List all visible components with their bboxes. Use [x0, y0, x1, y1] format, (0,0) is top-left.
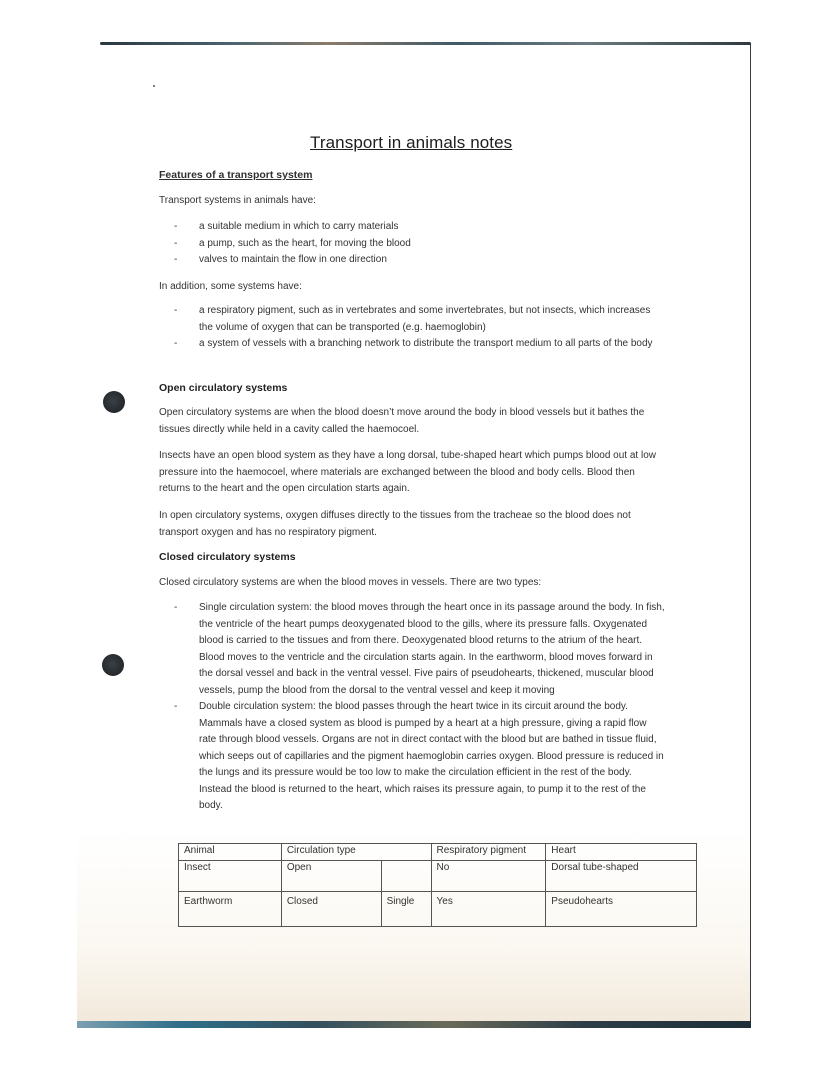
table-header-cell: Animal [179, 844, 282, 861]
table-header-cell: Heart [546, 844, 697, 861]
punch-hole-top [103, 391, 125, 413]
paper-bottom-edge [77, 1021, 751, 1028]
list-item: - Double circulation system: the blood passes through the heart twice in its circuit around the body. Mammals have a closed system as blood is pumped by a heart at a high pressure, giving a rapid flow rate through blood vessels. Organs are not in direct contact with the blood but are bathed in tissue fluid, which seeps out of capillaries and the pigment haemoglobin carries oxygen. Blood pressure is reduced in the lungs and its pressure would be too low to make the circulation efficient in the rest of the body. Instead the blood is returned to the heart, which raises its pressure again, to pump it to the rest of the body. [174, 701, 664, 811]
table-cell: Yes [431, 892, 546, 927]
open-paragraph-1: Open circulatory systems are when the blood doesn’t move around the body in blood vessels but it bathes the tissues directly while held in a cavity called the haemocoel. [159, 407, 645, 435]
table-cell: Closed [281, 892, 381, 927]
features-intro: Transport systems in animals have: [159, 195, 316, 206]
table-cell: Open [281, 861, 381, 892]
list-item: - a respiratory pigment, such as in vertebrates and some invertebrates, but not insects, which increases the volume of oxygen that can be transported (e.g. haemoglobin) [174, 305, 651, 333]
closed-intro: Closed circulatory systems are when the blood moves in vessels. There are two types: [159, 577, 542, 588]
paper-top-edge [100, 42, 751, 45]
table-cell: Single [381, 892, 431, 927]
list-item: - a pump, such as the heart, for moving the blood [174, 237, 411, 249]
table-row [179, 892, 697, 927]
list-item: - a suitable medium in which to carry materials [174, 221, 399, 232]
table-row [179, 861, 697, 892]
table-header-cell: Respiratory pigment [431, 844, 546, 861]
list-item: - a system of vessels with a branching network to distribute the transport medium to all parts of the body [174, 338, 653, 349]
stray-mark [153, 85, 155, 87]
punch-hole-bottom [102, 654, 124, 676]
table-cell: Dorsal tube-shaped [546, 861, 697, 892]
table-cell [381, 861, 431, 892]
table-cell: Pseudohearts [546, 892, 697, 927]
addition-list [174, 303, 664, 353]
features-list [174, 219, 674, 269]
closed-types-list [174, 600, 666, 815]
heading-features: Features of a transport system [159, 169, 313, 181]
list-item: - Single circulation system: the blood moves through the heart once in its passage around the body. In fish, the ventricle of the heart pumps deoxygenated blood to the gills, where its pressure falls. Oxygenated blood is carried to the tissues and from there. Deoxygenated blood returns to the atrium of the heart. Blood moves to the ventricle and the circulation starts again. In the earthworm, blood moves forward in the dorsal vessel and back in the ventral vessel. Five pairs of pseudohearts, thickened, muscular blood vessels, pump the blood from the dorsal to the ventral vessel and keep it moving [174, 602, 665, 696]
comparison-table [178, 843, 697, 927]
heading-closed-circulatory: Closed circulatory systems [159, 551, 296, 563]
addition-intro: In addition, some systems have: [159, 281, 302, 292]
open-paragraph-2: Insects have an open blood system as they have a long dorsal, tube-shaped heart which pumps blood out at low pressure into the haemocoel, where materials are exchanged between the blood and body cells. Blood then returns to the heart and the open circulation starts again. [159, 450, 656, 494]
table-header-cell: Circulation type [281, 844, 431, 861]
list-item: - valves to maintain the flow in one direction [174, 254, 387, 265]
table-header-row [179, 844, 697, 861]
table-cell: Earthworm [179, 892, 282, 927]
table-cell: Insect [179, 861, 282, 892]
table-cell: No [431, 861, 546, 892]
heading-open-circulatory: Open circulatory systems [159, 382, 288, 394]
page-title: Transport in animals notes [310, 133, 513, 152]
open-paragraph-3: In open circulatory systems, oxygen diffuses directly to the tissues from the tracheae so the blood does not transport oxygen and has no respiratory pigment. [159, 510, 631, 538]
